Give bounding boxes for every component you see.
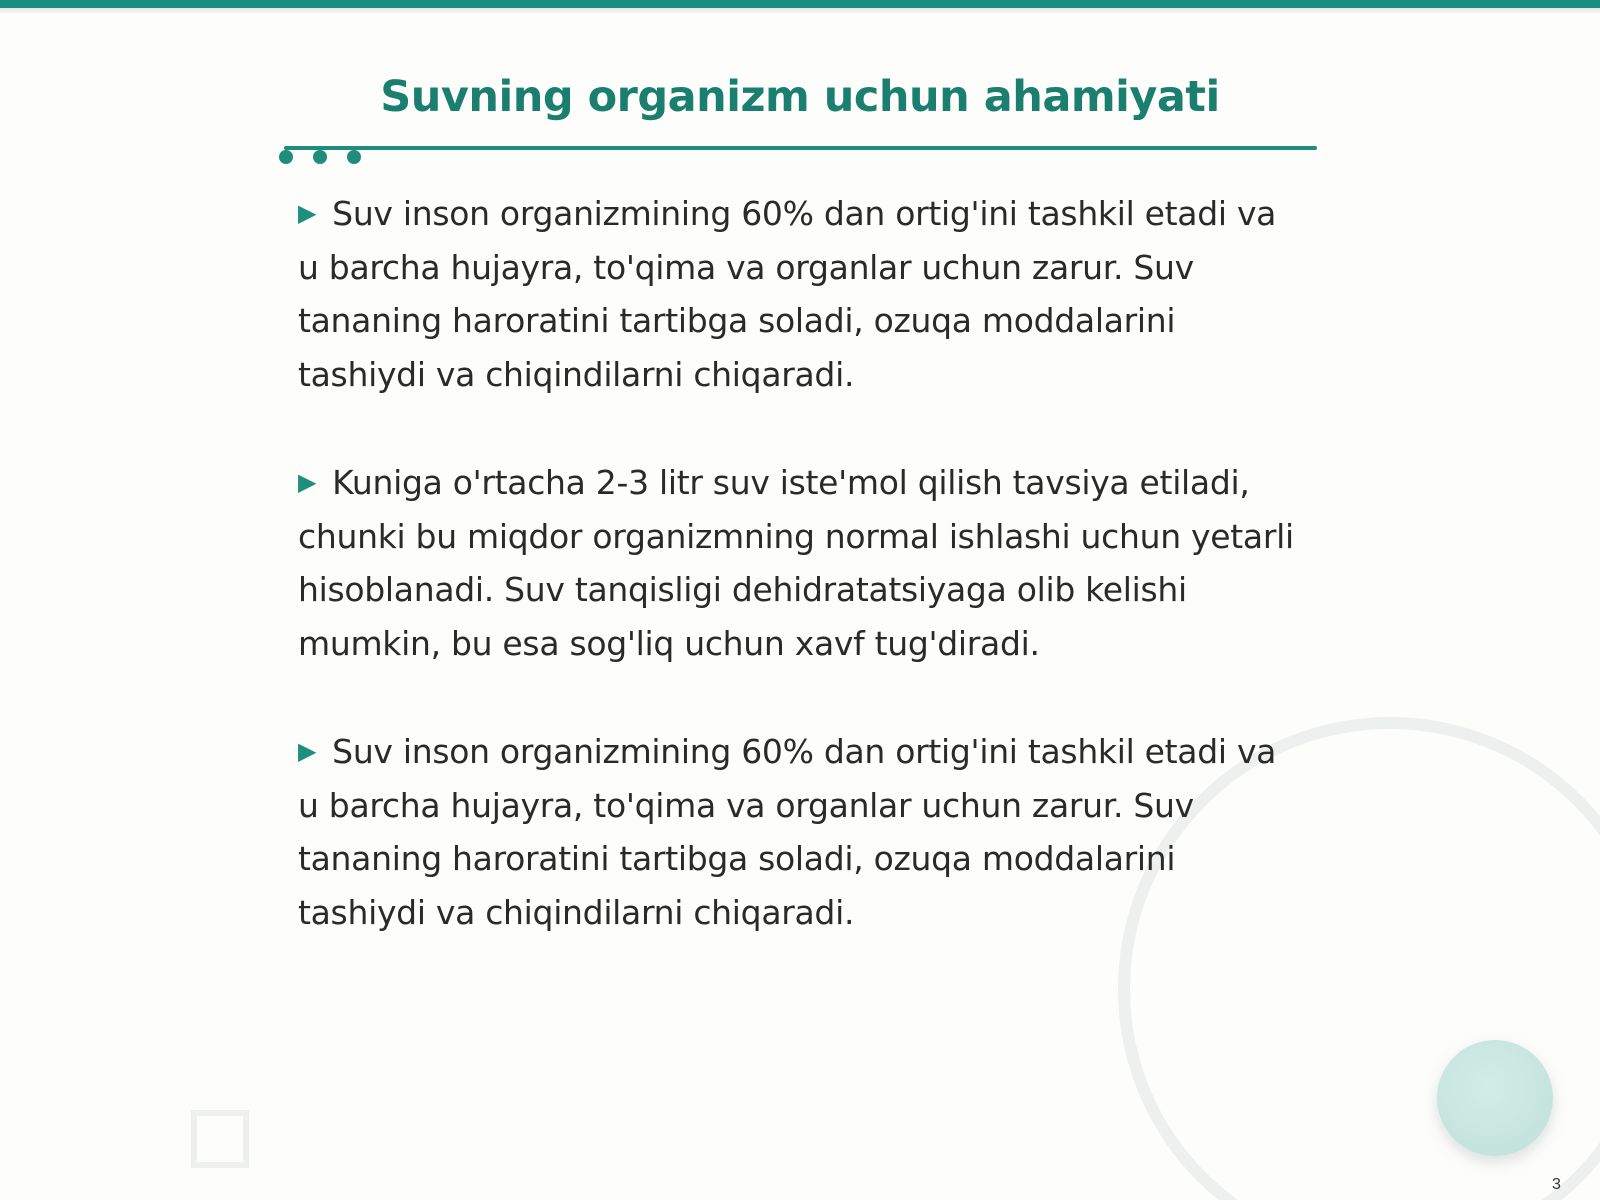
bullet-text: Kuniga o'rtacha 2-3 litr suv iste'mol qilish tavsiya etiladi, chunki bu miqdor organizmning normal ishlashi uchun yetarli hisoblanadi. Suv tanqisligi dehidratatsiyaga olib kelishi mumkin, bu esa sog'liq uchun xavf tug'diradi. (298, 463, 1294, 663)
bullet-arrow-icon: ▶ (298, 199, 317, 227)
bullet-text: Suv inson organizmining 60% dan ortig'ini tashkil etadi va u barcha hujayra, to'qima va organlar uchun zarur. Suv tananing haroratini tartibga soladi, ozuqa moddalarini tashiydi va chiqindilarni chiqaradi. (298, 194, 1277, 394)
bullet-list (298, 187, 1298, 994)
title-dot-3 (347, 150, 361, 164)
bullet-text: Suv inson organizmining 60% dan ortig'ini tashkil etadi va u barcha hujayra, to'qima va organlar uchun zarur. Suv tananing haroratini tartibga soladi, ozuqa moddalarini tashiydi va chiqindilarni chiqaradi. (298, 732, 1277, 932)
bullet-arrow-icon: ▶ (298, 468, 317, 496)
title-dot-1 (279, 150, 293, 164)
top-accent-bar (0, 0, 1600, 8)
slide-title: Suvning organizm uchun ahamiyati (380, 72, 1220, 122)
top-bar-shadow (0, 8, 1600, 14)
title-underline (284, 146, 1317, 150)
bullet-item (298, 725, 1298, 939)
title-dot-2 (313, 150, 327, 164)
decorative-circle (1437, 1040, 1553, 1156)
bullet-item (298, 456, 1298, 670)
bullet-arrow-icon: ▶ (298, 737, 317, 765)
decorative-square (191, 1110, 249, 1168)
bullet-item (298, 187, 1298, 401)
page-number: 3 (1552, 1176, 1561, 1193)
